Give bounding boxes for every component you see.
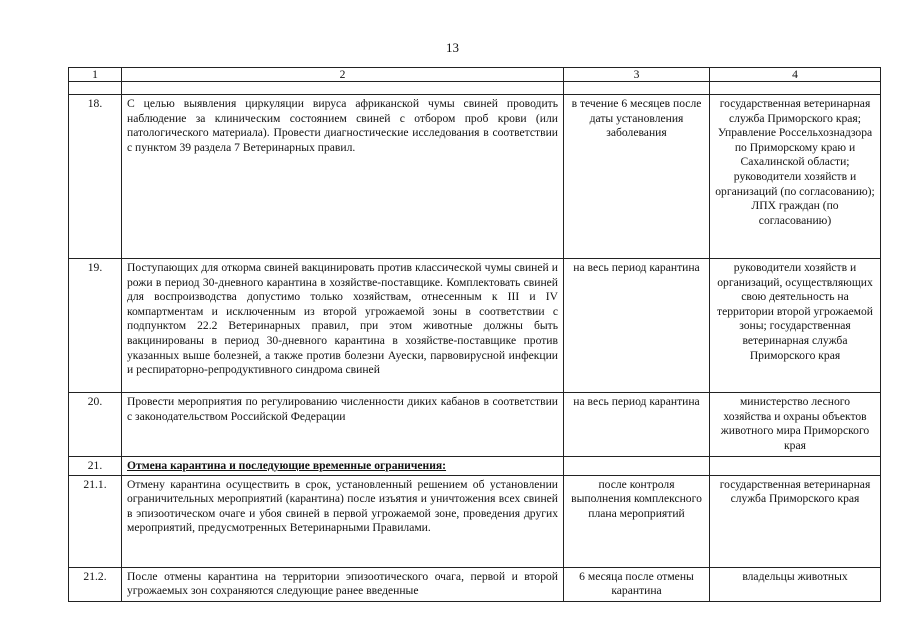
row-number: 20. bbox=[69, 393, 122, 457]
row-responsible: руководители хозяйств и организаций, осуществляющих свою деятельность на территории второй угрожаемой зоны; государственная ветеринарная служба Приморского края bbox=[710, 259, 881, 393]
table-header-row bbox=[69, 68, 881, 82]
row-term: на весь период карантина bbox=[564, 259, 710, 393]
table-row bbox=[69, 95, 881, 259]
row-responsible: владельцы животных bbox=[710, 567, 881, 601]
row-term bbox=[564, 457, 710, 476]
row-description: С целью выявления циркуляции вируса африканской чумы свиней проводить наблюдение за клиническим состоянием свиней с отбором проб крови (или патологического материала). Провести диагностические исследования в соответствии с пунктом 39 раздела 7 Ветеринарных правил. bbox=[122, 95, 564, 259]
row-number: 19. bbox=[69, 259, 122, 393]
header-cell-4: 4 bbox=[710, 68, 881, 82]
row-term: после контроля выполнения комплексного плана мероприятий bbox=[564, 475, 710, 567]
row-term: 6 месяца после отмены карантина bbox=[564, 567, 710, 601]
table-row bbox=[69, 567, 881, 601]
page-number: 13 bbox=[446, 40, 459, 55]
table-spacer-row bbox=[69, 82, 881, 95]
row-responsible: государственная ветеринарная служба Приморского края; Управление Россельхознадзора по Приморскому краю и Сахалинской области; руководители хозяйств и организаций (по согласованию); ЛПХ граждан (по согласованию) bbox=[710, 95, 881, 259]
row-number: 18. bbox=[69, 95, 122, 259]
row-number: 21.2. bbox=[69, 567, 122, 601]
row-number: 21. bbox=[69, 457, 122, 476]
row-description: Поступающих для откорма свиней вакцинировать против классической чумы свиней и рожи в период 30-дневного карантина в хозяйстве-поставщике. Комплектовать свиней для воспроизводства допустимо только хозяйствам, отнесенным к III и IV компартментам и исключенным из второй угрожаемой зоны в соответствии с подпунктом 22.2 Ветеринарных правил, при этом животные должны быть вакцинированы в период 30-дневного карантина в хозяйстве-поставщике против указанных выше болезней, а также против болезни Ауески, парвовирусной инфекции и респираторно-репродуктивного синдрома свиней bbox=[122, 259, 564, 393]
table-row bbox=[69, 259, 881, 393]
row-description: Отмену карантина осуществить в срок, установленный решением об установлении ограничительных мероприятий (карантина) после изъятия и уничтожения всех свиней в эпизоотическом очаге и убоя свиней в первой угрожаемой зоне, проведения других мероприятий, предусмотренных Ветеринарными Правилами. bbox=[122, 475, 564, 567]
table-row bbox=[69, 393, 881, 457]
row-number: 21.1. bbox=[69, 475, 122, 567]
header-cell-1: 1 bbox=[69, 68, 122, 82]
row-responsible bbox=[710, 457, 881, 476]
table-row bbox=[69, 475, 881, 567]
section-heading: Отмена карантина и последующие временные ограничения: bbox=[122, 457, 564, 476]
row-responsible: государственная ветеринарная служба Приморского края bbox=[710, 475, 881, 567]
row-description: Провести мероприятия по регулированию численности диких кабанов в соответствии с законодательством Российской Федерации bbox=[122, 393, 564, 457]
table-section-row bbox=[69, 457, 881, 476]
header-cell-2: 2 bbox=[122, 68, 564, 82]
row-description: После отмены карантина на территории эпизоотического очага, первой и второй угрожаемых зон сохраняются следующие ранее введенные bbox=[122, 567, 564, 601]
row-responsible: министерство лесного хозяйства и охраны объектов животного мира Приморского края bbox=[710, 393, 881, 457]
measures-table bbox=[68, 67, 881, 602]
row-term: в течение 6 месяцев после даты установления заболевания bbox=[564, 95, 710, 259]
header-cell-3: 3 bbox=[564, 68, 710, 82]
row-term: на весь период карантина bbox=[564, 393, 710, 457]
